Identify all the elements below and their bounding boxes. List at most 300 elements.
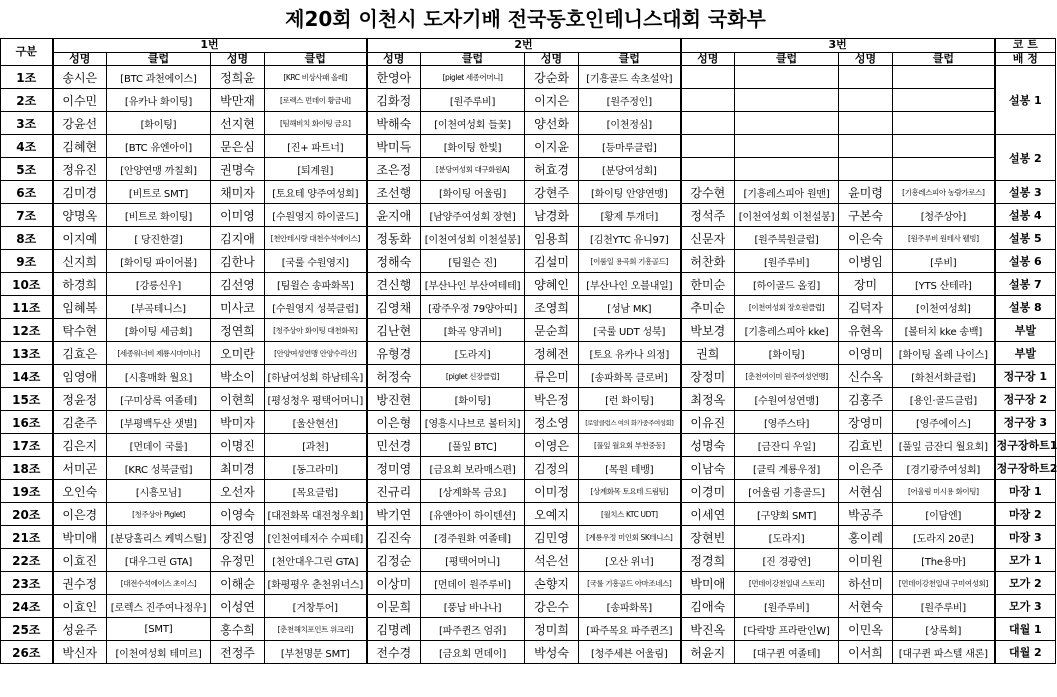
court-assignment: 설봉 2: [995, 135, 1056, 181]
player-club: [청주상아]: [893, 204, 995, 227]
player-name: 허찬화: [681, 250, 735, 273]
court-assignment: 정구장 2: [995, 388, 1056, 411]
player-name: 성명숙: [681, 434, 735, 457]
player-club: [대구퀸 파스텔 새론]: [893, 641, 995, 664]
player-name: 이경미: [681, 480, 735, 503]
player-name: 박은정: [525, 388, 579, 411]
player-club: [도라지 20쿤]: [893, 526, 995, 549]
header-club: 클럽: [735, 52, 839, 66]
group-label: 16조: [1, 411, 53, 434]
player-name: 권명숙: [211, 158, 265, 181]
player-name: 오미란: [211, 342, 265, 365]
player-club: [893, 135, 995, 158]
player-club: [안양연맹 까칠회]: [107, 158, 211, 181]
player-name: 김효빈: [839, 434, 893, 457]
player-club: [평성청우 평택어머니]: [265, 388, 367, 411]
player-club: [부산나인 부산여테테]: [421, 273, 525, 296]
player-club: [이천여성회 이천설봉]: [421, 227, 525, 250]
header-name: 성명: [211, 52, 265, 66]
player-name: 오인숙: [53, 480, 107, 503]
group-label: 5조: [1, 158, 53, 181]
player-club: [풍납 바나나]: [421, 595, 525, 618]
player-name: 박만재: [211, 89, 265, 112]
player-name: 권희: [681, 342, 735, 365]
group-label: 17조: [1, 434, 53, 457]
player-club: [진+ 파트너]: [265, 135, 367, 158]
player-name: 정희윤: [211, 66, 265, 89]
player-club: [풀잎 BTC]: [421, 434, 525, 457]
player-name: 양혜인: [525, 273, 579, 296]
group-label: 6조: [1, 181, 53, 204]
player-name: 조영희: [525, 296, 579, 319]
player-club: [893, 158, 995, 181]
player-club: [청주세븐 어울림]: [579, 641, 681, 664]
player-club: [천안테시랑 대천수석에이스]: [265, 227, 367, 250]
player-name: 김영채: [367, 296, 421, 319]
player-name: 서현숙: [839, 595, 893, 618]
player-name: 남경화: [525, 204, 579, 227]
player-name: 정미희: [525, 618, 579, 641]
player-name: 방진현: [367, 388, 421, 411]
player-name: 최미경: [211, 457, 265, 480]
player-club: [경기광주여성회]: [893, 457, 995, 480]
table-row: [1, 296, 1056, 319]
player-name: 김민영: [525, 526, 579, 549]
player-name: 정미영: [367, 457, 421, 480]
player-club: [유카나 화이팅]: [107, 89, 211, 112]
player-name: 한미순: [681, 273, 735, 296]
group-label: 13조: [1, 342, 53, 365]
group-label: 9조: [1, 250, 53, 273]
player-name: 조선행: [367, 181, 421, 204]
player-club: [등마루클럽]: [579, 135, 681, 158]
player-name: 이유진: [681, 411, 735, 434]
player-name: 송시은: [53, 66, 107, 89]
table-row: [1, 89, 1056, 112]
player-name: 유정민: [211, 549, 265, 572]
page-title: 제20회 이천시 도자기배 전국동호인테니스대회 국화부: [285, 7, 766, 31]
court-assignment: 부발: [995, 319, 1056, 342]
table-row: [1, 572, 1056, 595]
player-name: 박신자: [53, 641, 107, 664]
table-row: [1, 158, 1056, 181]
player-club: [춘천해치포인트 위크리]: [265, 618, 367, 641]
player-name: 민선경: [367, 434, 421, 457]
table-row: [1, 388, 1056, 411]
player-club: [로렉스 먼데이 황금내]: [265, 89, 367, 112]
player-name: 정해숙: [367, 250, 421, 273]
player-club: [영주에이스]: [893, 411, 995, 434]
player-club: [영흥시나브로 볼터치]: [421, 411, 525, 434]
player-name: 이은숙: [839, 227, 893, 250]
player-name: 신수옥: [839, 365, 893, 388]
player-club: [SMT]: [107, 618, 211, 641]
table-row: [1, 549, 1056, 572]
player-club: [화이팅]: [421, 388, 525, 411]
court-assignment: 설봉 4: [995, 204, 1056, 227]
player-club: [어울림 미시용 화이팅]: [893, 480, 995, 503]
player-name: 박미자: [211, 411, 265, 434]
player-name: 정소영: [525, 411, 579, 434]
player-name: 이문희: [367, 595, 421, 618]
player-club: [유앤아이 하이텐션]: [421, 503, 525, 526]
player-name: 박미애: [681, 572, 735, 595]
player-club: [천안대우그린 GTA]: [265, 549, 367, 572]
player-name: 권수정: [53, 572, 107, 595]
player-club: [수원영지 하이골드]: [265, 204, 367, 227]
header-slot-2: 2번: [367, 39, 681, 53]
player-club: [국룰 UDT 성북]: [579, 319, 681, 342]
player-name: 이효인: [53, 595, 107, 618]
player-name: 김화정: [367, 89, 421, 112]
table-row: [1, 342, 1056, 365]
table-row: [1, 365, 1056, 388]
player-name: 박기연: [367, 503, 421, 526]
player-club: [893, 89, 995, 112]
player-club: [토요테 양주여성회]: [265, 181, 367, 204]
player-club: [도라지]: [421, 342, 525, 365]
player-club: [기흥레스피아 농람가로스]: [893, 181, 995, 204]
player-name: 윤미령: [839, 181, 893, 204]
player-club: [다락방 프라란인W]: [735, 618, 839, 641]
player-name: 홍수희: [211, 618, 265, 641]
player-name: 정경희: [681, 549, 735, 572]
player-club: [루비]: [893, 250, 995, 273]
player-club: [팀윌슨 진]: [421, 250, 525, 273]
table-row: [1, 112, 1056, 135]
player-club: [이천여성회 이천설봉]: [735, 204, 839, 227]
player-club: [893, 112, 995, 135]
player-club: [화이팅 어울림]: [421, 181, 525, 204]
header-club: 클럽: [265, 52, 367, 66]
player-club: [구미상록 여졸테]: [107, 388, 211, 411]
player-name: 이지은: [525, 89, 579, 112]
player-club: [화평평우 춘천위너스]: [265, 572, 367, 595]
player-club: [영주스타]: [735, 411, 839, 434]
header-court-sub: 배 정: [995, 52, 1056, 66]
table-row: [1, 480, 1056, 503]
player-name: 장정미: [681, 365, 735, 388]
player-name: 이성연: [211, 595, 265, 618]
player-name: 강순화: [525, 66, 579, 89]
player-name: 김홍주: [839, 388, 893, 411]
player-name: 서현심: [839, 480, 893, 503]
player-club: [안양여성연맹 안양수리산]: [265, 342, 367, 365]
player-club: [세종워너비 제룡시마미나]: [107, 342, 211, 365]
player-club: [울산현선]: [265, 411, 367, 434]
player-club: [퇴계원]: [265, 158, 367, 181]
player-name: [839, 112, 893, 135]
player-name: 하선미: [839, 572, 893, 595]
player-name: 오예지: [525, 503, 579, 526]
player-club: [화곡 양귀비]: [421, 319, 525, 342]
player-club: [이천여성회]: [893, 296, 995, 319]
player-name: 김정순: [367, 549, 421, 572]
court-assignment: 마장 3: [995, 526, 1056, 549]
court-assignment: 모가 1: [995, 549, 1056, 572]
player-name: 신지희: [53, 250, 107, 273]
player-name: 이수민: [53, 89, 107, 112]
table-row: [1, 135, 1056, 158]
player-club: [팀윌슨 송파화목]: [265, 273, 367, 296]
player-name: 김효은: [53, 342, 107, 365]
court-assignment: 정구장 1: [995, 365, 1056, 388]
player-club: [YTS 산테라]: [893, 273, 995, 296]
group-label: 26조: [1, 641, 53, 664]
group-label: 15조: [1, 388, 53, 411]
player-club: [분당여성회 대구화원A]: [421, 158, 525, 181]
group-label: 3조: [1, 112, 53, 135]
player-club: [원주루비 원테사 웰빙]: [893, 227, 995, 250]
player-name: [839, 66, 893, 89]
table-row: [1, 181, 1056, 204]
header-name: 성명: [53, 52, 107, 66]
player-name: 손향지: [525, 572, 579, 595]
player-club: [어울림 기흥골드]: [735, 480, 839, 503]
player-club: [풀잎 금잔디 월요회]: [893, 434, 995, 457]
player-name: 강은수: [525, 595, 579, 618]
player-club: [도라지]: [735, 526, 839, 549]
player-club: [춘천여이미 원주여성연맹]: [735, 365, 839, 388]
court-assignment: 설봉 7: [995, 273, 1056, 296]
player-name: 임영애: [53, 365, 107, 388]
player-club: [대전화목 대전청우회]: [265, 503, 367, 526]
player-name: 조은정: [367, 158, 421, 181]
player-name: 견신행: [367, 273, 421, 296]
player-name: 임용희: [525, 227, 579, 250]
player-club: [분당여성회]: [579, 158, 681, 181]
player-name: 허윤지: [681, 641, 735, 664]
player-name: 이영은: [525, 434, 579, 457]
player-name: 윤지애: [367, 204, 421, 227]
table-row: [1, 457, 1056, 480]
player-name: 이현희: [211, 388, 265, 411]
player-club: [원주루비]: [421, 89, 525, 112]
player-name: 김난현: [367, 319, 421, 342]
header-name: 성명: [525, 52, 579, 66]
player-club: [볼터치 kke 송백]: [893, 319, 995, 342]
player-club: [로알클럽스 여의 화가중주여성회]: [579, 411, 681, 434]
table-row: [1, 204, 1056, 227]
court-assignment: 정구장하트1: [995, 434, 1056, 457]
player-club: [용인·골드클럽]: [893, 388, 995, 411]
group-label: 19조: [1, 480, 53, 503]
player-name: 이지예: [53, 227, 107, 250]
player-club: [거창투어]: [265, 595, 367, 618]
player-club: [상계화목 토요테 드림팀]: [579, 480, 681, 503]
player-club: [청주상아 Piglet]: [107, 503, 211, 526]
group-label: 1조: [1, 66, 53, 89]
player-name: 김은지: [53, 434, 107, 457]
player-name: 김지애: [211, 227, 265, 250]
player-club: [화이팅 안양연맹]: [579, 181, 681, 204]
player-name: 김설미: [525, 250, 579, 273]
group-label: 21조: [1, 526, 53, 549]
header-court: 코 트: [995, 39, 1056, 53]
player-club: [기흥골드 속초설악]: [579, 66, 681, 89]
player-name: 김덕자: [839, 296, 893, 319]
player-name: 전수경: [367, 641, 421, 664]
player-name: 오선자: [211, 480, 265, 503]
group-label: 20조: [1, 503, 53, 526]
player-name: 정동화: [367, 227, 421, 250]
player-name: 한영아: [367, 66, 421, 89]
player-club: [금잔디 우일]: [735, 434, 839, 457]
player-name: 이미원: [839, 549, 893, 572]
player-club: [이룸일 용곡회 기흥골드]: [579, 250, 681, 273]
player-name: 이영숙: [211, 503, 265, 526]
player-name: 진규리: [367, 480, 421, 503]
player-club: [이담엔]: [893, 503, 995, 526]
court-assignment: 마장 1: [995, 480, 1056, 503]
player-club: [토요 유카나 의정]: [579, 342, 681, 365]
player-name: 양명옥: [53, 204, 107, 227]
player-club: [수원영지 성북클럽]: [265, 296, 367, 319]
player-club: [piglet 세종어머니]: [421, 66, 525, 89]
table-row: [1, 434, 1056, 457]
table-row: [1, 618, 1056, 641]
header-name: 성명: [839, 52, 893, 66]
player-club: [인천여테저수 수피테]: [265, 526, 367, 549]
player-club: [735, 89, 839, 112]
player-name: 강수현: [681, 181, 735, 204]
player-name: 이남숙: [681, 457, 735, 480]
player-club: [BTC 유엔아이]: [107, 135, 211, 158]
draw-table-body: [1, 66, 1056, 664]
player-club: [하남여성회 하남테옥]: [265, 365, 367, 388]
group-label: 23조: [1, 572, 53, 595]
player-club: [런 화이팅]: [579, 388, 681, 411]
player-club: [계룡우정 미인회 SK테니스]: [579, 526, 681, 549]
player-club: [시흥모님]: [107, 480, 211, 503]
table-row: [1, 595, 1056, 618]
player-club: [원주루비]: [735, 595, 839, 618]
player-name: 석은선: [525, 549, 579, 572]
player-name: 박진옥: [681, 618, 735, 641]
player-club: [기흥레스피아 kke]: [735, 319, 839, 342]
player-name: 이상미: [367, 572, 421, 595]
player-club: [화이팅 세금회]: [107, 319, 211, 342]
group-label: 10조: [1, 273, 53, 296]
player-club: [수원여성연맹]: [735, 388, 839, 411]
court-assignment: 설봉 6: [995, 250, 1056, 273]
player-name: 이세연: [681, 503, 735, 526]
header-club: 클럽: [579, 52, 681, 66]
player-club: [상록회]: [893, 618, 995, 641]
court-assignment: 설봉 8: [995, 296, 1056, 319]
player-club: [먼데이 원주루비]: [421, 572, 525, 595]
player-club: [KRC 성북클럽]: [107, 457, 211, 480]
player-name: 이서희: [839, 641, 893, 664]
group-label: 8조: [1, 227, 53, 250]
court-assignment: 대월 1: [995, 618, 1056, 641]
player-name: 허효경: [525, 158, 579, 181]
player-club: [황제 투개더]: [579, 204, 681, 227]
player-club: [구양회 SMT]: [735, 503, 839, 526]
player-club: [이천여성회 테미르]: [107, 641, 211, 664]
player-club: [금요회 먼데이]: [421, 641, 525, 664]
header-slot-3: 3번: [681, 39, 995, 53]
player-name: 홍이레: [839, 526, 893, 549]
player-club: [비트로 화이팅]: [107, 204, 211, 227]
player-club: [오산 위너]: [579, 549, 681, 572]
player-club: [735, 66, 839, 89]
player-name: 박해숙: [367, 112, 421, 135]
player-name: [839, 89, 893, 112]
player-club: [김천YTC 유니97]: [579, 227, 681, 250]
player-name: 미사코: [211, 296, 265, 319]
player-club: [화이팅]: [735, 342, 839, 365]
player-club: [청주상아 화이팅 대천화목]: [265, 319, 367, 342]
player-name: 선지현: [211, 112, 265, 135]
player-club: [시흥매화 월요]: [107, 365, 211, 388]
player-club: [팀해비치 화이팅 금요]: [265, 112, 367, 135]
player-name: 박보경: [681, 319, 735, 342]
court-assignment: 정구장하트2: [995, 457, 1056, 480]
player-name: 박미애: [53, 526, 107, 549]
player-name: 탁수현: [53, 319, 107, 342]
player-club: [735, 112, 839, 135]
player-club: [원주루비]: [735, 250, 839, 273]
player-club: [파주퀸즈 엄쥐]: [421, 618, 525, 641]
player-name: 김애숙: [681, 595, 735, 618]
player-club: [화이팅 파이어볼]: [107, 250, 211, 273]
header-club: 클럽: [107, 52, 211, 66]
player-club: [강릉신우]: [107, 273, 211, 296]
player-club: [기흥레스피아 원맨]: [735, 181, 839, 204]
table-row: [1, 319, 1056, 342]
group-label: 7조: [1, 204, 53, 227]
player-club: [이천여성회 장호원클럽]: [735, 296, 839, 319]
player-club: [성남 MK]: [579, 296, 681, 319]
player-club: [경주원화 여졸테]: [421, 526, 525, 549]
group-label: 25조: [1, 618, 53, 641]
player-club: [금요회 보라매스편]: [421, 457, 525, 480]
player-club: [부곡테니스]: [107, 296, 211, 319]
player-club: [화이팅 올레 나이스]: [893, 342, 995, 365]
player-name: 강현주: [525, 181, 579, 204]
player-club: [대구퀸 여졸테]: [735, 641, 839, 664]
player-name: 장영미: [839, 411, 893, 434]
player-club: [월치스 KTC UDT]: [579, 503, 681, 526]
player-club: [화천서화클럽]: [893, 365, 995, 388]
player-club: [이천정심]: [579, 112, 681, 135]
court-assignment: 정구장 3: [995, 411, 1056, 434]
player-name: 이병임: [839, 250, 893, 273]
group-label: 24조: [1, 595, 53, 618]
player-name: 김진숙: [367, 526, 421, 549]
player-name: 문은심: [211, 135, 265, 158]
player-name: 이지윤: [525, 135, 579, 158]
player-name: 강윤선: [53, 112, 107, 135]
player-club: [이천여성회 들꽃]: [421, 112, 525, 135]
player-name: 유현옥: [839, 319, 893, 342]
player-club: [먼데이강천일내 스토리]: [735, 572, 839, 595]
player-name: [681, 66, 735, 89]
player-club: [원주북원클럽]: [735, 227, 839, 250]
table-row: [1, 273, 1056, 296]
player-name: 이은경: [53, 503, 107, 526]
table-row: [1, 250, 1056, 273]
player-club: [KRC 비상사패 올레]: [265, 66, 367, 89]
player-name: 전정주: [211, 641, 265, 664]
court-assignment: 설봉 3: [995, 181, 1056, 204]
header-group: 구분: [1, 39, 53, 66]
header-name: 성명: [681, 52, 735, 66]
player-club: [남양주여성회 장현]: [421, 204, 525, 227]
header-club: 클럽: [421, 52, 525, 66]
player-club: [목원 테뱅]: [579, 457, 681, 480]
